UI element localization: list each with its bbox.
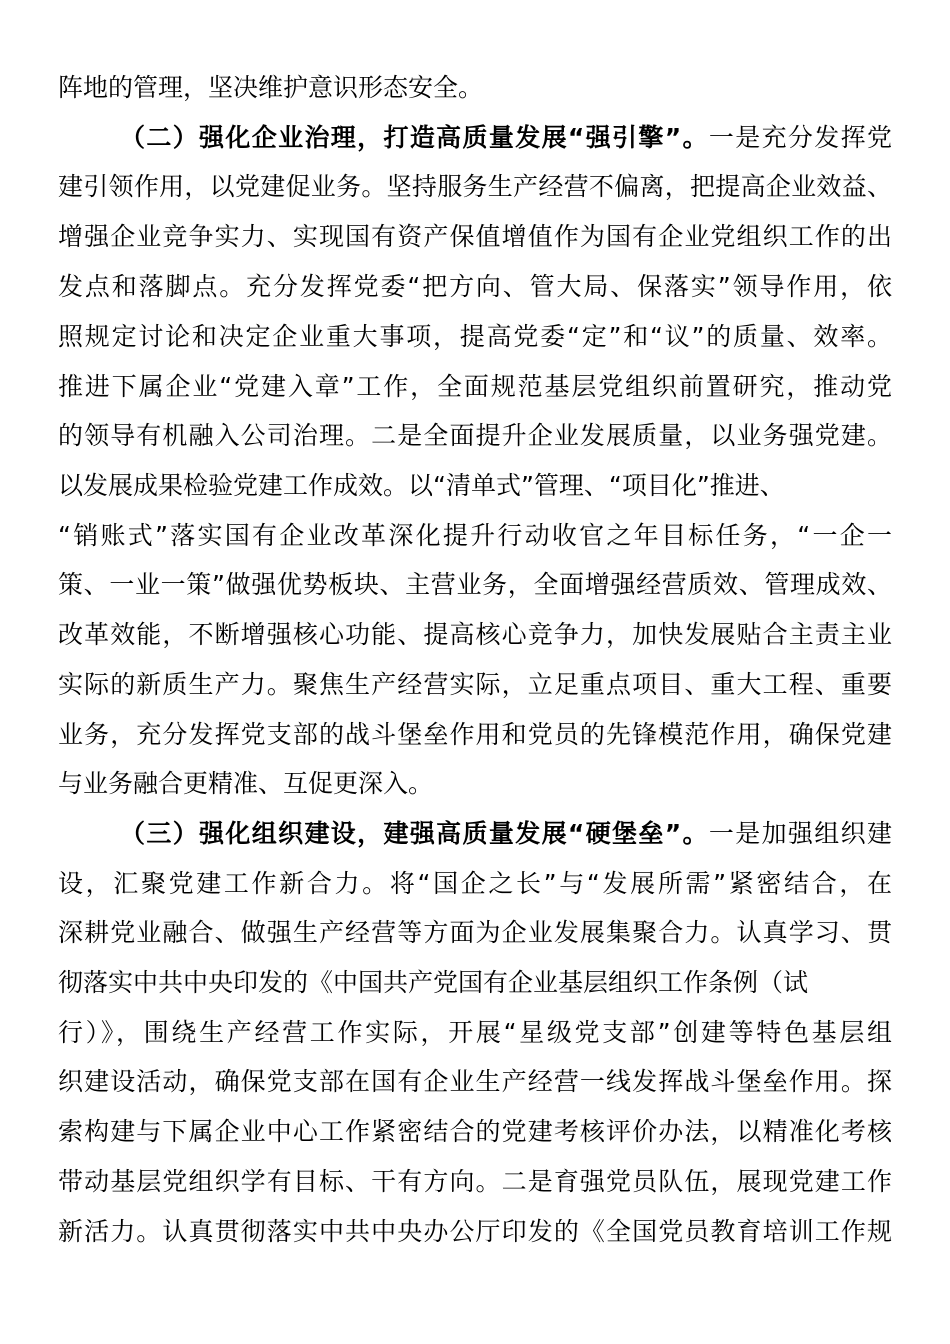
text-line: 带动基层党组织学有目标、干有方向。二是育强党员队伍，展现党建工作 [58, 1167, 892, 1196]
section-2-heading: （二）强化企业治理，打造高质量发展“强引擎”。 [120, 123, 709, 152]
text-line: 织建设活动，确保党支部在国有企业生产经营一线发挥战斗堡垒作用。探 [58, 1067, 892, 1096]
text-line: 索构建与下属企业中心工作紧密结合的党建考核评价办法，以精准化考核 [58, 1117, 892, 1146]
text-line: 增强企业竞争实力、实现国有资产保值增值作为国有企业党组织工作的出 [58, 222, 892, 251]
section-3-lead: 一是加强组织建 [708, 819, 892, 848]
text-line: 实际的新质生产力。聚焦生产经营实际，立足重点项目、重大工程、重要 [58, 670, 892, 699]
text-line: 改革效能，不断增强核心功能、提高核心竞争力，加快发展贴合主责主业 [58, 620, 892, 649]
text-line: 的领导有机融入公司治理。二是全面提升企业发展质量，以业务强党建。 [58, 421, 892, 450]
text-line: 与业务融合更精准、互促更深入。 [58, 769, 434, 798]
text-line: “销账式”落实国有企业改革深化提升行动收官之年目标任务，“一企一 [58, 521, 892, 550]
text-line: 设，汇聚党建工作新合力。将“国企之长”与“发展所需”紧密结合，在 [58, 869, 892, 898]
section-3-heading: （三）强化组织建设，建强高质量发展“硬堡垒”。 [120, 819, 709, 848]
text-line: 阵地的管理，坚决维护意识形态安全。 [58, 73, 484, 102]
section-3-first-line [120, 814, 892, 854]
text-line: 彻落实中共中央印发的《中国共产党国有企业基层组织工作条例（试 [58, 968, 809, 997]
section-2-first-line [120, 118, 892, 158]
text-line: 推进下属企业“党建入章”工作，全面规范基层党组织前置研究，推动党 [58, 372, 892, 401]
text-line: 深耕党业融合、做强生产经营等方面为企业发展集聚合力。认真学习、贯 [58, 918, 892, 947]
text-line: 行）》，围绕生产经营工作实际，开展“星级党支部”创建等特色基层组 [58, 1018, 892, 1047]
text-line: 发点和落脚点。充分发挥党委“把方向、管大局、保落实”领导作用，依 [58, 272, 892, 301]
text-line: 业务，充分发挥党支部的战斗堡垒作用和党员的先锋模范作用，确保党建 [58, 720, 892, 749]
section-2-lead: 一是充分发挥党 [708, 123, 892, 152]
text-line: 照规定讨论和决定企业重大事项，提高党委“定”和“议”的质量、效率。 [58, 322, 892, 351]
text-line: 策、一业一策”做强优势板块、主营业务，全面增强经营质效、管理成效、 [58, 570, 892, 599]
text-line: 建引领作用，以党建促业务。坚持服务生产经营不偏离，把提高企业效益、 [58, 172, 892, 201]
text-line: 新活力。认真贯彻落实中共中央办公厅印发的《全国党员教育培训工作规 [58, 1217, 892, 1246]
text-line: 以发展成果检验党建工作成效。以“清单式”管理、“项目化”推进、 [58, 471, 785, 500]
